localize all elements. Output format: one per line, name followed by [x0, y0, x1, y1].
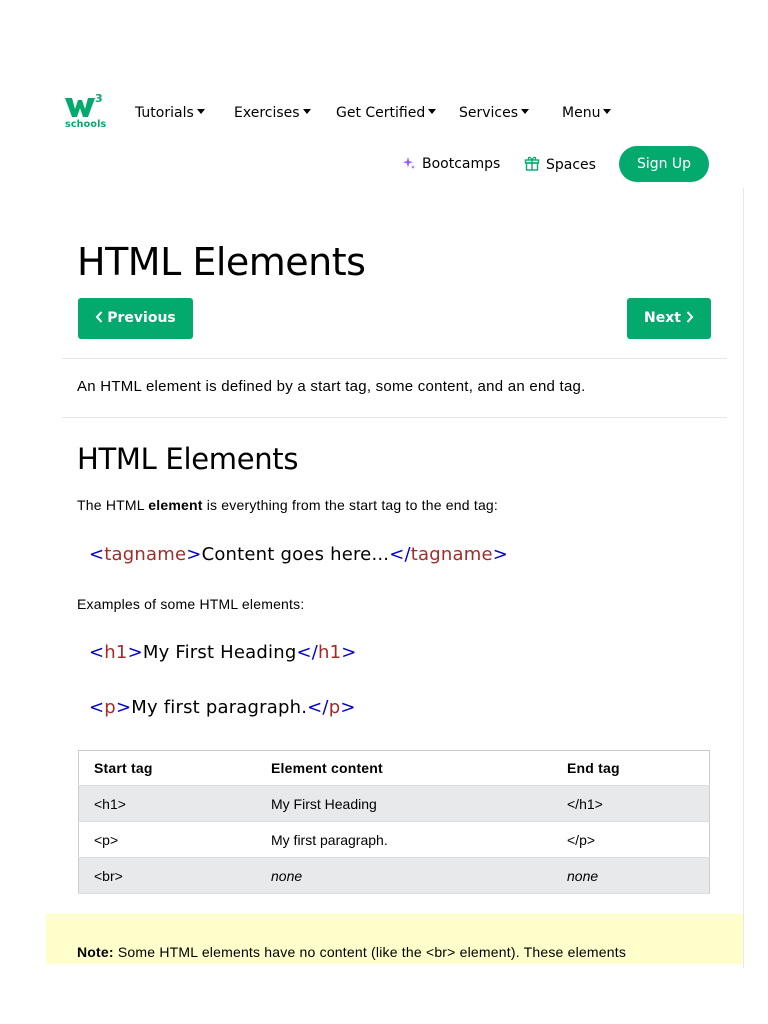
- spaces-link[interactable]: [524, 155, 596, 174]
- code-bracket: <: [89, 544, 105, 565]
- nav-get-certified-label: Get Certified: [336, 105, 426, 121]
- code-bracket: >: [186, 544, 202, 565]
- chevron-right-icon: [686, 311, 694, 323]
- code-bracket: >: [341, 642, 357, 663]
- table-header: End tag: [567, 760, 620, 776]
- caret-down-icon: [303, 109, 311, 114]
- code-bracket: >: [115, 697, 132, 718]
- nav-exercises-label: Exercises: [234, 105, 300, 121]
- w3schools-logo[interactable]: [63, 92, 105, 132]
- bootcamps-label: Bootcamps: [422, 156, 501, 172]
- nav-tutorials-label: Tutorials: [135, 105, 194, 121]
- nav-menu-label: Menu: [562, 105, 601, 121]
- divider: [62, 358, 727, 359]
- page-title: HTML Elements: [77, 240, 366, 284]
- table-cell: <h1>: [94, 795, 126, 812]
- nav-tutorials[interactable]: [135, 104, 205, 122]
- code-example-p: [89, 697, 356, 718]
- next-button[interactable]: [627, 298, 711, 339]
- code-bracket: </: [389, 544, 411, 565]
- table-cell: none: [567, 867, 599, 884]
- divider: [62, 417, 727, 418]
- table-cell: <br>: [94, 867, 123, 884]
- table-header-row: [79, 751, 710, 786]
- intro-text: An HTML element is defined by a start tag, some content, and an end tag.: [77, 378, 586, 395]
- code-bracket: >: [340, 697, 356, 718]
- sign-up-button[interactable]: Sign Up: [619, 146, 709, 182]
- code-tag: h1: [318, 642, 342, 663]
- nav-exercises[interactable]: [234, 104, 311, 122]
- examples-text: Examples of some HTML elements:: [77, 596, 305, 612]
- code-content: Content goes here...: [201, 544, 390, 565]
- table-cell: My First Heading: [271, 795, 377, 812]
- table-row: [79, 858, 710, 894]
- table-header: Start tag: [94, 760, 153, 776]
- previous-label: Previous: [107, 310, 176, 326]
- nav-get-certified[interactable]: [336, 104, 436, 122]
- table-row: [79, 822, 710, 858]
- table-header: Element content: [271, 760, 383, 776]
- table-cell: My first paragraph.: [271, 831, 388, 848]
- table-cell: </p>: [567, 831, 596, 848]
- chevron-left-icon: [95, 311, 103, 323]
- w3-logo-icon: [65, 96, 95, 118]
- table-cell: </h1>: [567, 795, 603, 812]
- nav-services-label: Services: [459, 105, 519, 121]
- code-bracket: >: [492, 544, 509, 565]
- nav-menu[interactable]: [562, 104, 611, 122]
- code-bracket: </: [307, 697, 329, 718]
- code-content: My First Heading: [142, 642, 297, 663]
- p1-before: The HTML: [77, 497, 149, 513]
- next-label: Next: [644, 310, 681, 326]
- note-text: [77, 944, 626, 960]
- caret-down-icon: [197, 109, 205, 114]
- code-tag: tagname: [410, 544, 493, 565]
- note-body: Some HTML elements have no content (like the <br> element). These elements: [113, 944, 627, 960]
- content-right-border: [743, 188, 744, 968]
- code-example-tagname: [89, 544, 508, 565]
- table-cell: none: [271, 867, 303, 884]
- p1-bold: element: [148, 497, 203, 513]
- caret-down-icon: [428, 109, 436, 114]
- gift-icon: [524, 155, 540, 171]
- code-tag: p: [104, 697, 116, 718]
- nav-services[interactable]: [459, 104, 529, 122]
- code-example-h1: [89, 642, 357, 663]
- note-box: [46, 914, 743, 964]
- code-bracket: <: [89, 642, 105, 663]
- code-bracket: <: [89, 697, 105, 718]
- table-cell: <p>: [94, 831, 119, 848]
- note-label: Note:: [77, 944, 114, 960]
- element-definition-text: [77, 497, 498, 513]
- code-bracket: </: [296, 642, 319, 663]
- logo-wordmark: schools: [65, 119, 107, 130]
- table-row: [79, 786, 710, 822]
- elements-table: [78, 750, 710, 894]
- logo-superscript: 3: [95, 92, 103, 105]
- p1-after: is everything from the start tag to the end tag:: [202, 497, 499, 513]
- code-tag: tagname: [104, 544, 187, 565]
- code-bracket: >: [127, 642, 143, 663]
- code-tag: p: [328, 697, 341, 718]
- code-content: My first paragraph.: [131, 697, 308, 718]
- sparkle-icon: [402, 156, 416, 170]
- caret-down-icon: [521, 109, 529, 114]
- bootcamps-link[interactable]: [402, 155, 500, 173]
- section-heading: HTML Elements: [77, 442, 299, 476]
- caret-down-icon: [603, 109, 611, 114]
- code-tag: h1: [104, 642, 128, 663]
- previous-button[interactable]: [78, 298, 193, 339]
- spaces-label: Spaces: [546, 157, 596, 173]
